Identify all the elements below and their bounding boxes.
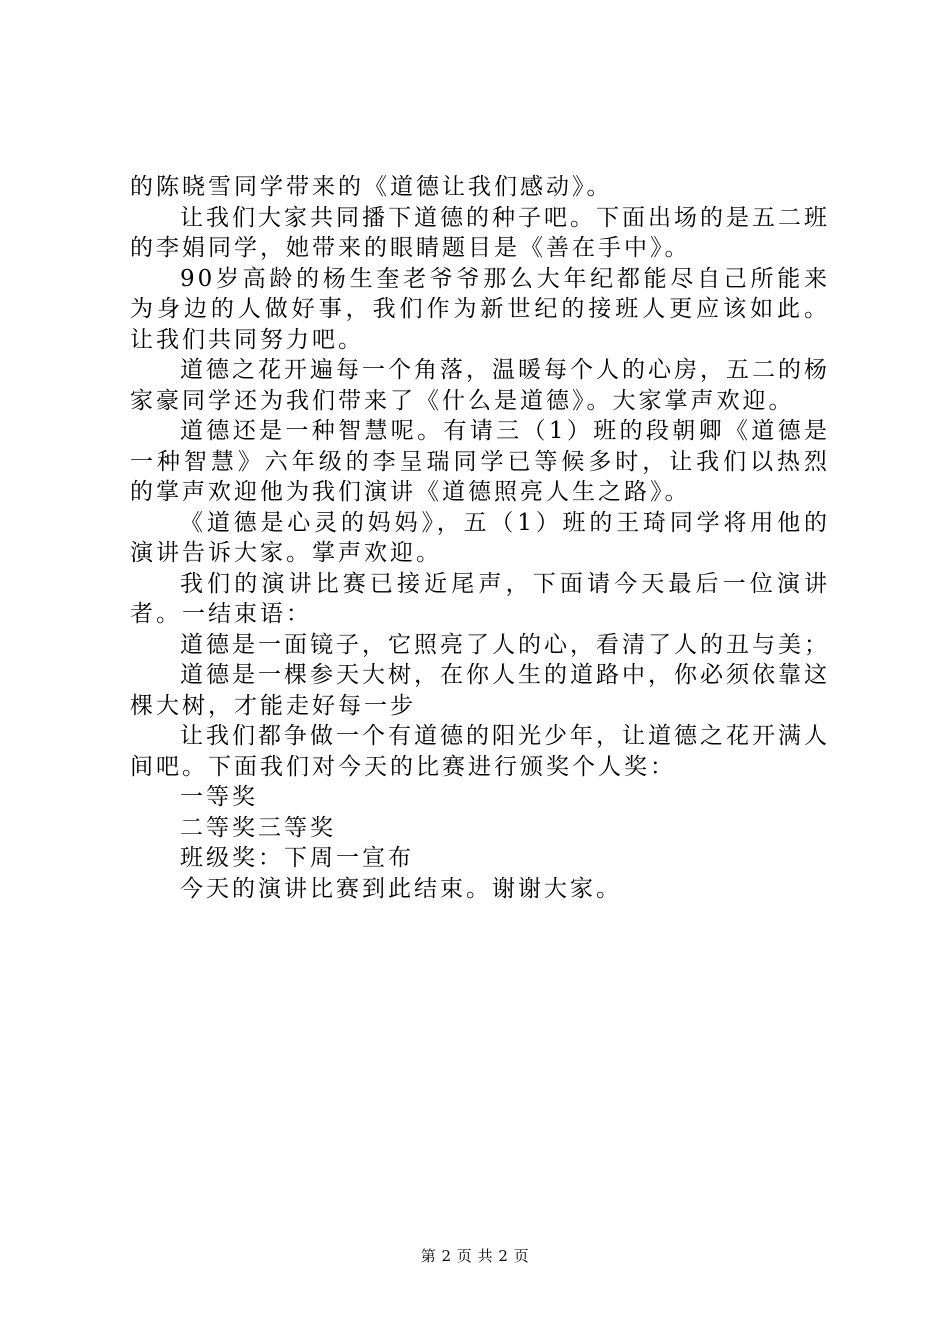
paragraph-8: 道德是一面镜子，它照亮了人的心，看清了人的丑与美；	[180, 631, 830, 658]
paragraph-13: 班级奖：下周一宣布	[180, 845, 414, 871]
page-number-label: 第 2 页 共 2 页	[420, 1247, 530, 1265]
paragraph-1: 的陈晓雪同学带来的《道德让我们感动》。	[130, 174, 613, 200]
paragraph-14: 今天的演讲比赛到此结束。谢谢大家。	[180, 875, 622, 902]
paragraph-4: 道德之花开遍每一个角落，温暖每个人的心房，五二的杨家豪同学还为我们带来了《什么是道德》。大家掌声欢迎。	[130, 357, 830, 414]
paragraph-3: 90岁高龄的杨生奎老爷爷那么大年纪都能尽自己所能来为身边的人做好事，我们作为新世纪的接班人更应该如此。让我们共同努力吧。	[130, 265, 830, 353]
paragraph-10: 让我们都争做一个有道德的阳光少年，让道德之花开满人间吧。下面我们对今天的比赛进行颁奖个人奖：	[130, 723, 830, 780]
document-body	[130, 172, 830, 904]
page-footer	[0, 1245, 950, 1266]
paragraph-9: 道德是一棵参天大树，在你人生的道路中，你必须依靠这棵大树，才能走好每一步	[130, 662, 830, 719]
paragraph-6: 《道德是心灵的妈妈》，五（1）班的王琦同学将用他的演讲告诉大家。掌声欢迎。	[130, 509, 830, 566]
paragraph-12: 二等奖三等奖	[180, 814, 336, 841]
paragraph-5: 道德还是一种智慧呢。有请三（1）班的段朝卿《道德是一种智慧》六年级的李呈瑞同学已等候多时，让我们以热烈的掌声欢迎他为我们演讲《道德照亮人生之路》。	[130, 418, 830, 505]
paragraph-7: 我们的演讲比赛已接近尾声，下面请今天最后一位演讲者。一结束语：	[130, 570, 830, 627]
paragraph-2: 让我们大家共同播下道德的种子吧。下面出场的是五二班的李娟同学，她带来的眼睛题目是《善在手中》。	[130, 204, 830, 261]
paragraph-11: 一等奖	[180, 784, 258, 810]
